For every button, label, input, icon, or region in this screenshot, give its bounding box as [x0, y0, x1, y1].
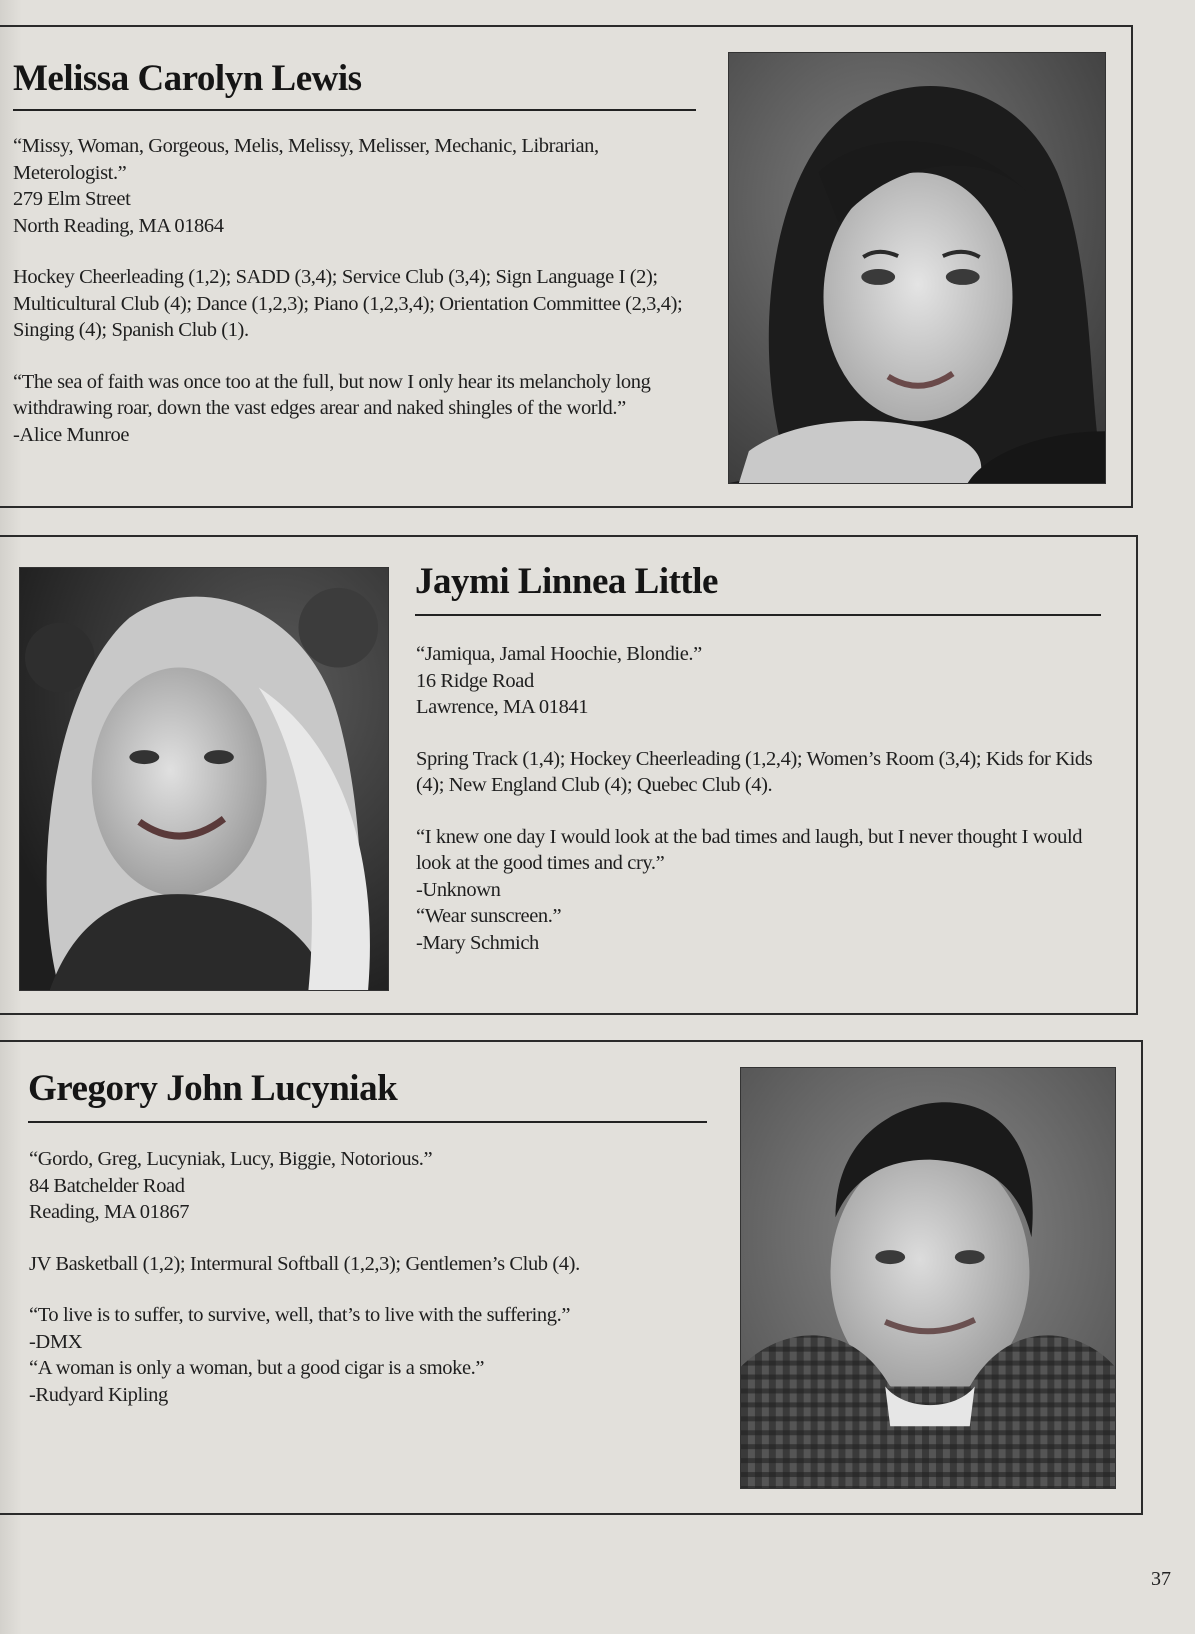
- senior-quote: “Wear sunscreen.”: [416, 905, 562, 927]
- senior-quote: “A woman is only a woman, but a good cigar is a smoke.”: [29, 1357, 485, 1379]
- senior-quote: “I knew one day I would look at the bad times and laugh, but I never thought I would look at the good times and cry.”: [416, 825, 1083, 874]
- senior-address-city: Lawrence, MA 01841: [416, 696, 589, 718]
- senior-address-city: Reading, MA 01867: [29, 1201, 190, 1223]
- senior-quote: “The sea of faith was once too at the full, but now I only hear its melancholy long withdrawing roar, down the vast edges arear and naked shingles of the world.”: [13, 370, 651, 419]
- senior-activities: Spring Track (1,4); Hockey Cheerleading (1,2,4); Women’s Room (3,4); Kids for Kids (4); New England Club (4); Quebec Club (4).: [416, 747, 1093, 796]
- senior-details: [29, 1146, 719, 1408]
- senior-details: [13, 133, 713, 448]
- senior-activities: JV Basketball (1,2); Intermural Softball (1,2,3); Gentlemen’s Club (4).: [29, 1252, 580, 1275]
- senior-quote-author: -Unknown: [416, 878, 501, 901]
- senior-address-city: North Reading, MA 01864: [13, 214, 224, 237]
- name-underline: [28, 1121, 707, 1123]
- senior-activities: Hockey Cheerleading (1,2); SADD (3,4); Service Club (3,4); Sign Language I (2); Multicultural Club (4); Dance (1,2,3); Piano (1,2,3,4); Orientation Committee (2,3,4); Singing (4); Spanish Club (1).: [13, 266, 683, 341]
- senior-details: [416, 641, 1116, 956]
- senior-portrait-photo: [19, 567, 389, 991]
- name-underline: [415, 614, 1101, 616]
- senior-address-street: 84 Batchelder Road: [29, 1174, 185, 1197]
- senior-quote: “To live is to suffer, to survive, well, that’s to live with the suffering.”: [29, 1304, 571, 1326]
- page-number: 37: [1151, 1568, 1171, 1590]
- senior-address-street: 16 Ridge Road: [416, 669, 534, 692]
- senior-nicknames: “Jamiqua, Jamal Hoochie, Blondie.”: [416, 643, 702, 665]
- senior-name: Gregory John Lucyniak: [28, 1068, 398, 1109]
- senior-address-street: 279 Elm Street: [13, 188, 131, 210]
- senior-portrait-photo: [728, 52, 1106, 484]
- senior-nicknames: “Gordo, Greg, Lucyniak, Lucy, Biggie, Notorious.”: [29, 1148, 433, 1170]
- senior-portrait-photo: [740, 1067, 1116, 1489]
- senior-quote-author: -Rudyard Kipling: [29, 1383, 168, 1406]
- senior-quote-author: -Alice Munroe: [13, 423, 130, 446]
- senior-name: Jaymi Linnea Little: [415, 561, 718, 602]
- senior-name: Melissa Carolyn Lewis: [13, 58, 362, 99]
- name-underline: [13, 109, 696, 111]
- senior-quote-author: -DMX: [29, 1330, 83, 1353]
- senior-nicknames: “Missy, Woman, Gorgeous, Melis, Melissy, Melisser, Mechanic, Librarian, Meterologist.”: [13, 135, 599, 184]
- senior-quote-author: -Mary Schmich: [416, 931, 539, 954]
